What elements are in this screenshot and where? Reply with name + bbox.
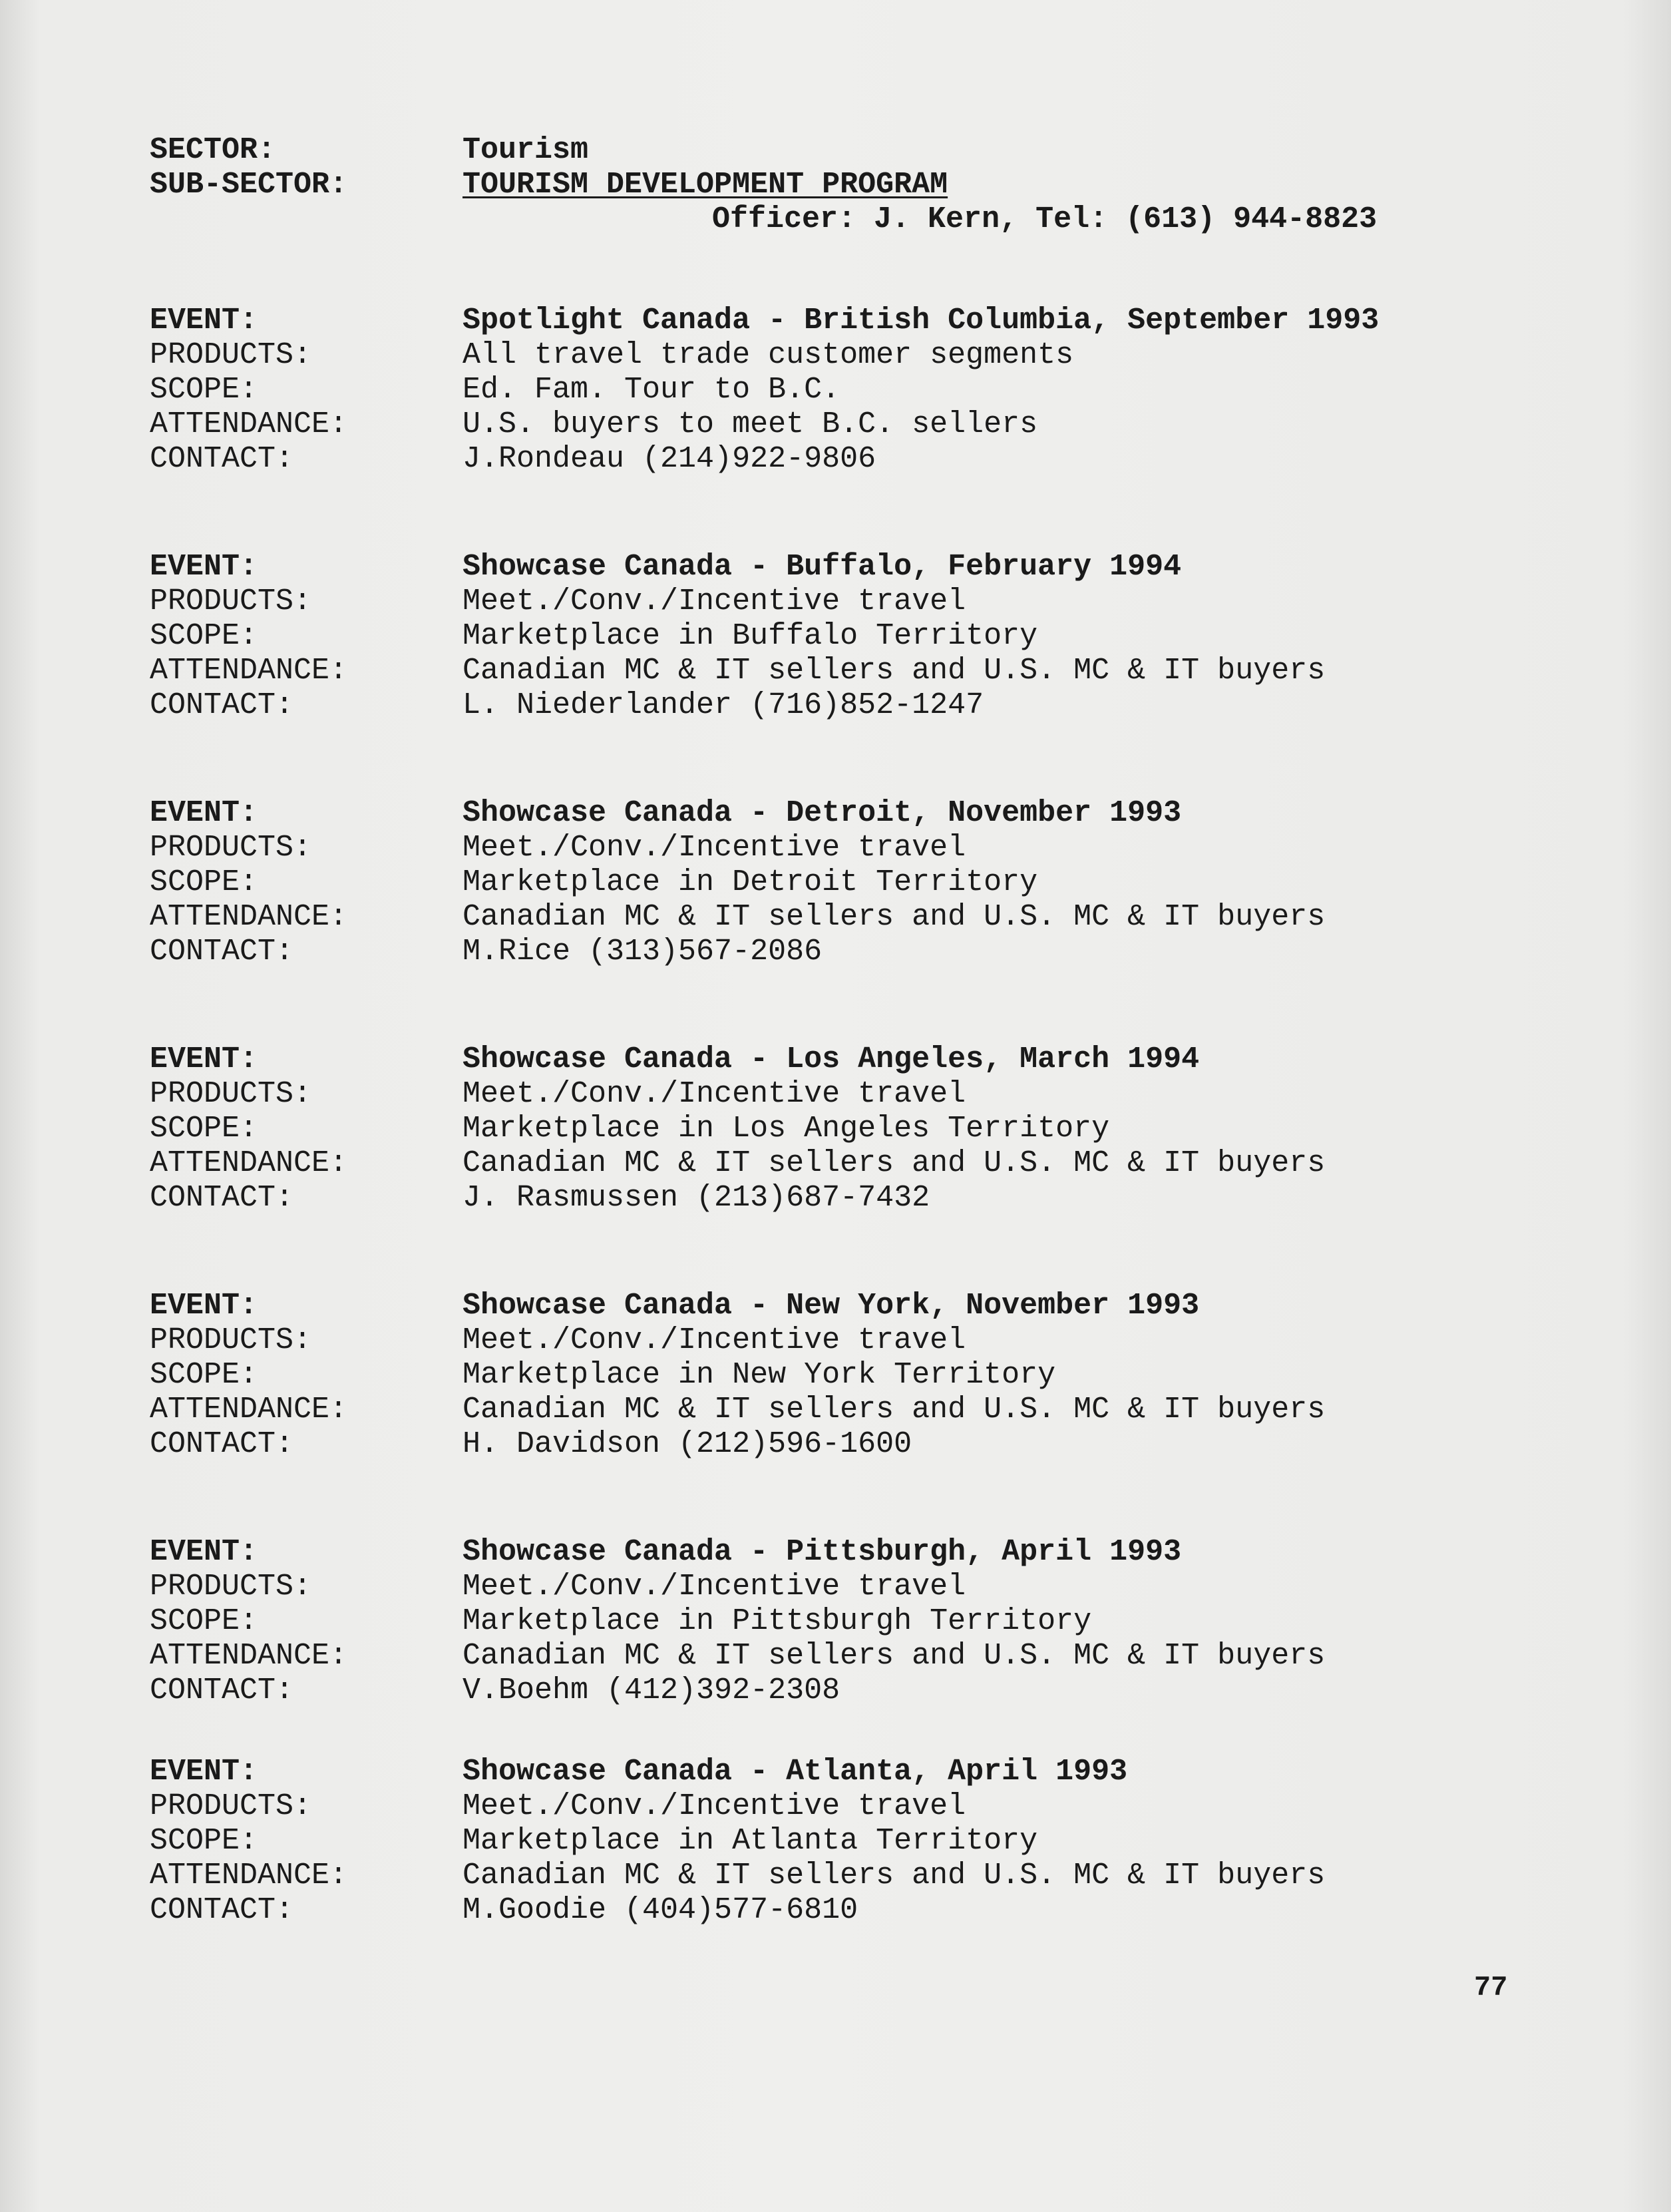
subsector-row bbox=[150, 168, 1547, 202]
sector-label: SECTOR: bbox=[150, 133, 276, 167]
scope-label: SCOPE: bbox=[150, 865, 258, 899]
event-row bbox=[150, 550, 1547, 584]
products-row bbox=[150, 338, 1547, 373]
scope-value: Marketplace in Los Angeles Territory bbox=[463, 1112, 1110, 1146]
event-block bbox=[150, 1535, 1547, 1708]
event-label: EVENT: bbox=[150, 1042, 258, 1076]
attendance-value: Canadian MC & IT sellers and U.S. MC & IT buyers bbox=[463, 1639, 1326, 1673]
scope-value: Marketplace in New York Territory bbox=[463, 1358, 1056, 1392]
products-value: Meet./Conv./Incentive travel bbox=[463, 1077, 966, 1111]
event-title: Showcase Canada - Atlanta, April 1993 bbox=[463, 1755, 1128, 1789]
scope-row bbox=[150, 619, 1547, 654]
contact-label: CONTACT: bbox=[150, 1427, 294, 1461]
products-label: PRODUCTS: bbox=[150, 831, 312, 865]
event-title: Showcase Canada - Pittsburgh, April 1993 bbox=[463, 1535, 1182, 1569]
products-value: Meet./Conv./Incentive travel bbox=[463, 831, 966, 865]
event-label: EVENT: bbox=[150, 550, 258, 584]
subsector-label: SUB-SECTOR: bbox=[150, 168, 348, 202]
products-value: Meet./Conv./Incentive travel bbox=[463, 1570, 966, 1604]
event-label: EVENT: bbox=[150, 796, 258, 830]
contact-row bbox=[150, 935, 1547, 969]
contact-label: CONTACT: bbox=[150, 688, 294, 722]
attendance-value: Canadian MC & IT sellers and U.S. MC & IT buyers bbox=[463, 900, 1326, 934]
contact-label: CONTACT: bbox=[150, 1893, 294, 1927]
event-title: Showcase Canada - Los Angeles, March 1994 bbox=[463, 1042, 1200, 1076]
event-label: EVENT: bbox=[150, 1755, 258, 1789]
scope-label: SCOPE: bbox=[150, 1358, 258, 1392]
event-row bbox=[150, 796, 1547, 831]
attendance-row bbox=[150, 1146, 1547, 1181]
event-block bbox=[150, 304, 1547, 477]
attendance-row bbox=[150, 654, 1547, 688]
contact-value: V.Boehm (412)392-2308 bbox=[463, 1673, 840, 1707]
products-label: PRODUCTS: bbox=[150, 1077, 312, 1111]
products-label: PRODUCTS: bbox=[150, 1789, 312, 1823]
sector-row bbox=[150, 133, 1547, 168]
products-value: All travel trade customer segments bbox=[463, 338, 1074, 372]
attendance-row bbox=[150, 1859, 1547, 1893]
scope-value: Marketplace in Buffalo Territory bbox=[463, 619, 1038, 653]
contact-value: J. Rasmussen (213)687-7432 bbox=[463, 1181, 930, 1215]
contact-value: J.Rondeau (214)922-9806 bbox=[463, 442, 876, 476]
contact-value: L. Niederlander (716)852-1247 bbox=[463, 688, 984, 722]
event-label: EVENT: bbox=[150, 1289, 258, 1323]
event-block bbox=[150, 550, 1547, 723]
attendance-row bbox=[150, 1639, 1547, 1673]
products-row bbox=[150, 1077, 1547, 1112]
contact-label: CONTACT: bbox=[150, 442, 294, 476]
event-title: Showcase Canada - Buffalo, February 1994 bbox=[463, 550, 1182, 584]
products-label: PRODUCTS: bbox=[150, 1323, 312, 1357]
products-row bbox=[150, 1789, 1547, 1824]
attendance-label: ATTENDANCE: bbox=[150, 1639, 348, 1673]
event-block bbox=[150, 796, 1547, 969]
attendance-label: ATTENDANCE: bbox=[150, 1393, 348, 1427]
scope-label: SCOPE: bbox=[150, 619, 258, 653]
sector-header bbox=[150, 133, 1547, 237]
scope-value: Ed. Fam. Tour to B.C. bbox=[463, 373, 840, 407]
scope-row bbox=[150, 373, 1547, 407]
products-row bbox=[150, 831, 1547, 865]
subsector-value: TOURISM DEVELOPMENT PROGRAM bbox=[463, 168, 948, 202]
products-row bbox=[150, 584, 1547, 619]
attendance-value: Canadian MC & IT sellers and U.S. MC & IT buyers bbox=[463, 1146, 1326, 1180]
document-body bbox=[150, 133, 1547, 2001]
event-row bbox=[150, 1289, 1547, 1323]
scope-row bbox=[150, 865, 1547, 900]
scope-label: SCOPE: bbox=[150, 1604, 258, 1638]
event-block bbox=[150, 1755, 1547, 1928]
products-label: PRODUCTS: bbox=[150, 1570, 312, 1604]
contact-row bbox=[150, 1893, 1547, 1928]
scope-value: Marketplace in Pittsburgh Territory bbox=[463, 1604, 1092, 1638]
contact-value: M.Goodie (404)577-6810 bbox=[463, 1893, 858, 1927]
event-title: Showcase Canada - New York, November 1993 bbox=[463, 1289, 1200, 1323]
products-label: PRODUCTS: bbox=[150, 584, 312, 618]
contact-row bbox=[150, 1673, 1547, 1708]
scope-label: SCOPE: bbox=[150, 1824, 258, 1858]
products-value: Meet./Conv./Incentive travel bbox=[463, 1789, 966, 1823]
event-title: Spotlight Canada - British Columbia, September 1993 bbox=[463, 304, 1380, 337]
products-label: PRODUCTS: bbox=[150, 338, 312, 372]
products-row bbox=[150, 1323, 1547, 1358]
attendance-label: ATTENDANCE: bbox=[150, 407, 348, 441]
contact-label: CONTACT: bbox=[150, 1181, 294, 1215]
attendance-value: Canadian MC & IT sellers and U.S. MC & IT buyers bbox=[463, 1859, 1326, 1892]
event-row bbox=[150, 1755, 1547, 1789]
attendance-label: ATTENDANCE: bbox=[150, 900, 348, 934]
event-block bbox=[150, 1042, 1547, 1216]
page-number: 77 bbox=[1474, 1972, 1508, 2004]
attendance-value: Canadian MC & IT sellers and U.S. MC & IT buyers bbox=[463, 654, 1326, 688]
attendance-value: U.S. buyers to meet B.C. sellers bbox=[463, 407, 1038, 441]
attendance-label: ATTENDANCE: bbox=[150, 1859, 348, 1892]
event-row bbox=[150, 1535, 1547, 1570]
contact-label: CONTACT: bbox=[150, 1673, 294, 1707]
event-row bbox=[150, 304, 1547, 338]
scope-label: SCOPE: bbox=[150, 373, 258, 407]
attendance-row bbox=[150, 1393, 1547, 1427]
event-row bbox=[150, 1042, 1547, 1077]
sector-value: Tourism bbox=[463, 133, 589, 167]
scope-row bbox=[150, 1358, 1547, 1393]
attendance-value: Canadian MC & IT sellers and U.S. MC & IT buyers bbox=[463, 1393, 1326, 1427]
attendance-row bbox=[150, 407, 1547, 442]
scope-row bbox=[150, 1604, 1547, 1639]
scope-value: Marketplace in Atlanta Territory bbox=[463, 1824, 1038, 1858]
contact-row bbox=[150, 1427, 1547, 1462]
products-row bbox=[150, 1570, 1547, 1604]
attendance-row bbox=[150, 900, 1547, 935]
contact-row bbox=[150, 442, 1547, 477]
contact-value: M.Rice (313)567-2086 bbox=[463, 935, 823, 969]
event-label: EVENT: bbox=[150, 304, 258, 337]
contact-value: H. Davidson (212)596-1600 bbox=[463, 1427, 912, 1461]
scope-row bbox=[150, 1112, 1547, 1146]
products-value: Meet./Conv./Incentive travel bbox=[463, 1323, 966, 1357]
scope-row bbox=[150, 1824, 1547, 1859]
attendance-label: ATTENDANCE: bbox=[150, 654, 348, 688]
event-label: EVENT: bbox=[150, 1535, 258, 1569]
contact-row bbox=[150, 688, 1547, 723]
officer-line: Officer: J. Kern, Tel: (613) 944-8823 bbox=[712, 202, 1378, 236]
contact-label: CONTACT: bbox=[150, 935, 294, 969]
products-value: Meet./Conv./Incentive travel bbox=[463, 584, 966, 618]
scope-label: SCOPE: bbox=[150, 1112, 258, 1146]
contact-row bbox=[150, 1181, 1547, 1216]
event-block bbox=[150, 1289, 1547, 1462]
event-title: Showcase Canada - Detroit, November 1993 bbox=[463, 796, 1182, 830]
scope-value: Marketplace in Detroit Territory bbox=[463, 865, 1038, 899]
attendance-label: ATTENDANCE: bbox=[150, 1146, 348, 1180]
